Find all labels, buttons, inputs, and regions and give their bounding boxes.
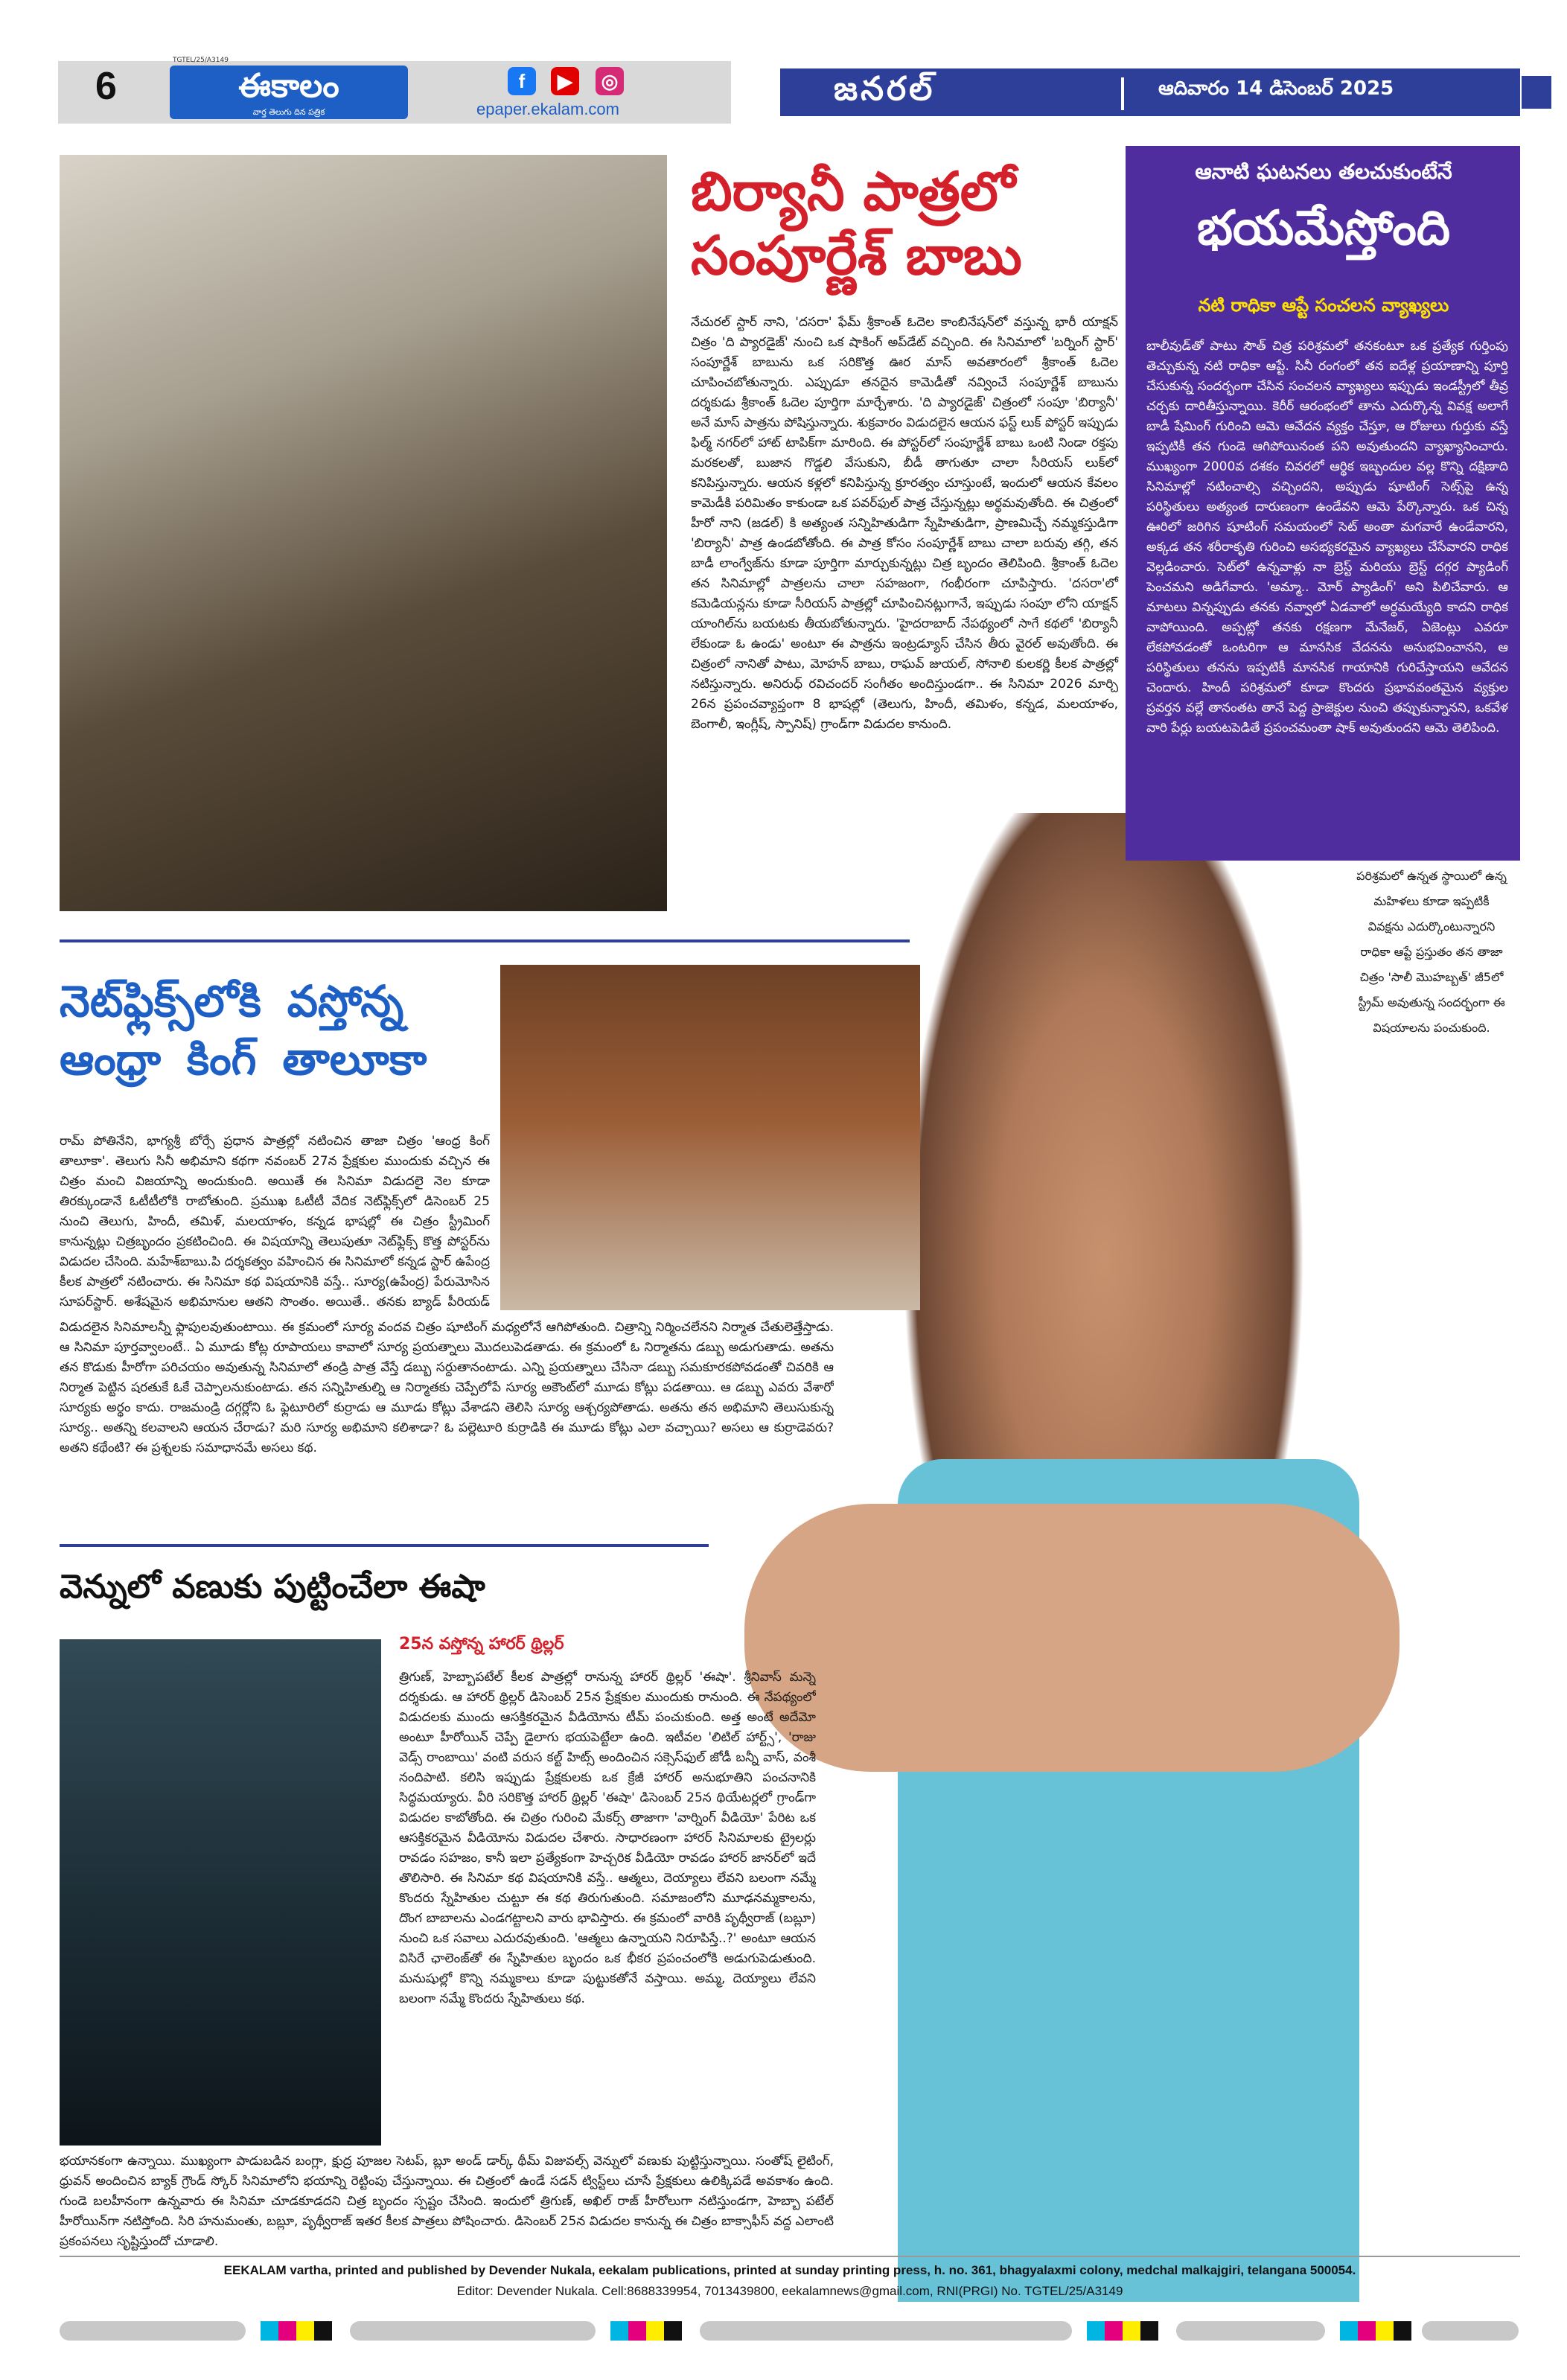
footer-rule: [60, 2256, 1520, 2257]
color-swatch: [1087, 2321, 1105, 2341]
netflix-headline-line2: ఆంధ్రా కింగ్ తాలూకా: [60, 1034, 427, 1085]
color-swatch: [1140, 2321, 1158, 2341]
color-swatch: [296, 2321, 314, 2341]
radhika-headline: భయమేస్తోంది: [1196, 201, 1451, 256]
instagram-icon[interactable]: ◎: [596, 67, 624, 95]
youtube-icon[interactable]: ▶: [551, 67, 579, 95]
color-swatch: [261, 2321, 278, 2341]
section-title: జనరల్: [834, 70, 936, 108]
sampoornesh-babu-poster: [60, 155, 667, 911]
radhika-kicker: ఆనాటి ఘటనలు తలచుకుంటేనే: [1195, 159, 1452, 184]
color-swatch: [664, 2321, 682, 2341]
footer-imprint: EEKALAM vartha, printed and published by Devender Nukala, eekalam publications, printed at sunday printing press, h. no. 361, bhagyalaxmi colony, medchal malkajgiri, telangana 500054.: [223, 2263, 1356, 2277]
eesha-kicker: 25న వస్తోన్న హారర్ థ్రిల్లర్: [399, 1635, 564, 1653]
issue-date: ఆదివారం 14 డిసెంబర్ 2025: [1158, 77, 1394, 100]
color-swatch: [314, 2321, 332, 2341]
color-swatch: [610, 2321, 628, 2341]
header-divider: [1121, 77, 1124, 110]
registration-bar: [60, 2321, 246, 2341]
eesha-headline: వెన్నులో వణుకు పుట్టించేలా ఈషా: [60, 1568, 485, 1606]
netflix-article-body-bottom: విడుదలైన సినిమాలన్నీ ఫ్లాపులవుతుంటాయి. ఈ క్రమంలో సూర్య వందవ చిత్రం షూటింగ్ మధ్యలోనే ఆగిపోతుంది. చిత్రాన్ని నిర్మించలేనని నిర్మాత చేతులెత్తేస్తాడు. ఆ సినిమా పూర్తవ్వాలంటే.. ఏ మూడు కోట్ల రూపాయలు కావాలో సూర్య ప్రయత్నాలు మొదలుపెడతాడు. ఈ క్రమంలో ఓ నిర్మాతను డబ్బు అడుగుతాడు. అతను తన కొడుకు హీరోగా పరిచయం అవుతున్న సినిమాలో తండ్రి పాత్ర వేస్తే డబ్బు సర్దుతానంటాడు. ఎన్ని ప్రయత్నాలు చేసినా డబ్బు సమకూరకపోవడంతో చివరికి ఆ నిర్మాత పెట్టిన షరతుకే ఓకే చెప్పాలనుకుంటాడు. తన సన్నిహితుల్ని ఆ నిర్మాతకు చెప్పేలోపే సూర్య అకౌంట్‌లో మూడు కోట్లు పడతాయి. ఆ డబ్బు ఎవరు వేశారో సూర్యకు అర్థం కాదు. రాజమండ్రి దగ్గర్లోని ఓ ఫ్లెటూరిలో కుర్రాడు ఆ మూడు కోట్లు వేశాడని తెలిసి సూర్య ఆశ్చర్యపోతాడు. అతను తన అభిమాని తెలుసుకున్న సూర్య.. అతన్ని కలవాలని ఆయన చేరాడు? మరి సూర్య అభిమాని కలిశాడా? ఓ పల్లెటూరి కుర్రాడికి ఈ మూడు కోట్లు ఎలా వచ్చాయి? అసలు ఆ కుర్రాడెవరు? అతని కథేంటి? ఈ ప్రశ్నలకు సమాధానమే అసలు కథ.: [60, 1320, 834, 1455]
biryani-headline-line2: సంపూర్ణేశ్ బాబు: [691, 224, 1022, 287]
color-swatch: [278, 2321, 296, 2341]
radhika-subtitle: నటి రాధికా ఆప్టే సంచలన వ్యాఖ్యలు: [1198, 295, 1449, 316]
color-swatch: [1340, 2321, 1358, 2341]
logo-text: ఈకాలం: [238, 67, 339, 105]
andhra-king-taluka-still: [500, 965, 920, 1310]
footer-editor-line: Editor: Devender Nukala. Cell:8688339954, 7013439800, eekalamnews@gmail.com, RNI(PRGI) No. TGTEL/25/A3149: [456, 2284, 1123, 2298]
facebook-icon[interactable]: f: [508, 67, 536, 95]
netflix-headline: [60, 972, 491, 1088]
registration-bar: [1176, 2321, 1325, 2341]
radhika-article-body: బాలీవుడ్‌తో పాటు సౌత్ చిత్ర పరిశ్రమలో తనకంటూ ఒక ప్రత్యేక గుర్తింపు తెచ్చుకున్న నటి రాధికా ఆప్టే. సినీ రంగంలో తన ఐదేళ్ల ప్రయాణాన్ని పూర్తి చేసుకున్న సందర్భంగా చేసిన సంచలన వ్యాఖ్యలు ఇప్పుడు ఇండస్ట్రీలో తీవ్ర చర్చకు దారితీస్తున్నాయి. కెరీర్ ఆరంభంలో తాను ఎదుర్కొన్న వివక్ష అలాగే బాడీ షేమింగ్ గురించి ఆమె ఆవేదన వ్యక్తం చేస్తూ, ఆ రోజులు గుర్తుకు వస్తే ఇప్పటికీ తన గుండె ఆగిపోయినంత పని అవుతుందని వ్యాఖ్యానించారు. ముఖ్యంగా 2000వ దశకం చివరలో ఆర్థిక ఇబ్బందుల వల్ల కొన్ని దక్షిణాది సినిమాల్లో నటించాల్సి వచ్చిందని, అప్పుడు షూటింగ్ సెట్స్‌పై ఉన్న పరిస్థితులు అత్యంత దారుణంగా ఉండేవని ఆమె పేర్కొన్నారు. ఒక చిన్న ఊరిలో జరిగిన షూటింగ్ సమయంలో సెట్ అంతా మగవారే ఉండేవారని, అక్కడ తన శరీరాకృతి గురించి అసభ్యకరమైన వ్యాఖ్యలు చేసేవారని రాధిక వెల్లడించారు. సెట్‌లో ఉన్నవాళ్లు నా బ్రెస్ట్ మరియు బ్రెస్ట్ దగ్గర ప్యాడింగ్ పెంచమని అడిగేవారు. 'అమ్మా.. మోర్ ప్యాడింగ్' అని పిలిచేవారు. ఆ మాటలు విన్నప్పుడు తనకు నవ్వాలో ఏడవాలో అర్థమయ్యేది కాదని రాధిక వాపోయింది. అప్పట్లో తనకు రక్షణగా మేనేజర్, ఏజెంట్లు ఎవరూ లేకపోవడంతో ఒంటరిగా ఆ మానసిక వేదనను అనుభవించానని, ఆ పరిస్థితులు తనను ఇప్పటికీ మానసిక గాయానికి గురిచేస్తాయని ఆవేదన చెందారు. హిందీ పరిశ్రమలో కూడా కొందరు ప్రభావవంతమైన వ్యక్తుల ప్రవర్తన వల్లే తానంతట తానే పెద్ద ప్రాజెక్టుల నుంచి తప్పుకున్నానని, ఒకవేళ వారి పేర్లు బయటపెడితే ప్రపంచమంతా షాక్ అవుతుందని ఆమె తెలిపింది.: [1146, 339, 1508, 736]
radhika-article-continued: పరిశ్రమలో ఉన్నత స్థాయిలో ఉన్న మహిళలు కూడా ఇప్పటికీ వివక్షను ఎదుర్కొంటున్నారని రాధికా ఆప్టే ప్రస్తుతం తన తాజా చిత్రం 'సాలీ మొహబ్బత్' జీ5లో స్ట్రీమ్ అవుతున్న సందర్భంగా ఈ విషయాలను పంచుకుంది.: [1356, 869, 1507, 1035]
page-number: 6: [95, 65, 117, 108]
color-swatch: [646, 2321, 664, 2341]
section-rule: [60, 1544, 709, 1547]
color-swatch: [1123, 2321, 1140, 2341]
eesha-article-body: త్రిగుణ్, హెబ్బాపటేల్ కీలక పాత్రల్లో రానున్న హారర్ థ్రిల్లర్ 'ఈషా'. శ్రీనివాస్ మన్నె దర్శకుడు. ఆ హారర్ థ్రిల్లర్ డిసెంబర్ 25న ప్రేక్షకుల ముందుకు రానుంది. ఈ నేపథ్యంలో విడుదలకు ముందు ఆసక్తికరమైన వీడియోను టీమ్ పంచుకుంది. అత్త అంటే అదేమో అంటూ హీరోయిన్ చెప్పే డైలాగు భయపెట్టేలా ఉంది. ఇటీవల 'లిటిల్ హార్ట్స్', 'రాజు వెడ్స్ రాంబాయి' వంటి వరుస కల్ట్ హిట్స్ అందించిన సక్సెస్‌ఫుల్ జోడీ బన్నీ వాస్, వంశీ నందిపాటి. కలిసి ఇప్పుడు ప్రేక్షకులకు ఒక క్రేజీ హారర్ అనుభూతిని పంచనానికి సిద్ధమయ్యారు. వీరి సరికొత్త హారర్ థ్రిల్లర్ 'ఈషా' డిసెంబర్ 25న థియేటర్లలో గ్రాండ్‌గా విడుదల కాబోతోంది. ఈ చిత్రం గురించి మేకర్స్ తాజాగా 'వార్నింగ్ వీడియో' పేరిట ఒక ఆసక్తికరమైన వీడియోను విడుదల చేశారు. సాధారణంగా హారర్ సినిమాలకు ట్రైలర్లు రావడం సహజం, కానీ ఇలా ప్రత్యేకంగా హెచ్చరిక వీడియో రావడం హారర్ జానర్‌లో ఇదే తొలిసారి. ఈ సినిమా కథ విషయానికి వస్తే.. ఆత్మలు, దెయ్యాలు లేవని బలంగా నమ్మే కొందరు స్నేహితుల చుట్టూ ఈ కథ తిరుగుతుంది. సమాజంలోని మూఢనమ్మకాలను, దొంగ బాబాలను ఎండగట్టాలని వారు భావిస్తారు. ఈ క్రమంలో వారికి పృథ్వీరాజ్ (బబ్లూ) నుంచి ఒక సవాలు ఎదురవుతుంది. 'ఆత్మలు ఉన్నాయని నిరూపిస్తే..?' అంటూ ఆయన విసిరే ఛాలెంజ్‌తో ఈ స్నేహితుల బృందం ఒక భీకర ప్రపంచంలోకి అడుగుపెడుతుంది. మనుషుల్లో కొన్ని నమ్మకాలు కూడా పుట్టుకతోనే వస్తాయి. అమ్మ, దెయ్యాలు లేవని బలంగా నమ్మే కొందరు స్నేహితులు కథ.: [399, 1670, 816, 2006]
registration-bar: [350, 2321, 596, 2341]
epaper-link[interactable]: epaper.ekalam.com: [476, 100, 619, 118]
biryani-headline: [691, 159, 1152, 287]
registration-bar: [1422, 2321, 1519, 2341]
color-swatch: [628, 2321, 646, 2341]
logo-registration: TGTEL/25/A3149: [173, 57, 229, 64]
registration-bar: [700, 2321, 1072, 2341]
netflix-headline-line1: నెట్‌ఫ్లిక్స్‌లోకి వస్తోన్న: [60, 976, 404, 1027]
logo-tagline: వార్త తెలుగు దిన పత్రిక: [252, 107, 325, 117]
biryani-article-body: నేచురల్ స్టార్ నాని, 'దసరా' ఫేమ్ శ్రీకాంత్ ఓదెల కాంబినేషన్‌లో వస్తున్న భారీ యాక్షన్ చిత్రం 'ది ప్యారడైజ్' నుంచి ఒక షాకింగ్ అప్‌డేట్ వచ్చింది. ఈ సినిమాలో 'బర్నింగ్ స్టార్' సంపూర్ణేశ్ బాబును ఒక సరికొత్త ఊర మాస్ అవతారంలో శ్రీకాంత్ ఓదెల చూపించబోతున్నారు. ఎప్పుడూ తనదైన కామెడీతో నవ్వించే సంపూర్ణేశ్ బాబును దర్శకుడు శ్రీకాంత్ ఓదెల పూర్తిగా మార్చేశారు. 'ది ప్యారడైజ్' చిత్రంలో సంపూ 'బిర్యానీ' అనే మాస్ పాత్రను పోషిస్తున్నారు. శుక్రవారం విడుదలైన ఆయన ఫస్ట్ లుక్ పోస్టర్ ఇప్పుడు ఫిల్మ్ నగర్‌లో హాట్ టాపిక్‌గా మారింది. ఈ పోస్టర్‌లో సంపూర్ణేశ్ బాబు ఒంటి నిండా రక్తపు మరకలతో, బుజాన గొడ్డలి వేసుకుని, బీడీ తాగుతూ చాలా సీరియస్ లుక్‌లో కనిపిస్తున్నారు. ఆయన కళ్లలో కనిపిస్తున్న క్రూరత్వం చూస్తుంటే, ఇందులో ఆయన కేవలం కామెడీకి పరిమితం కాకుండా ఒక పవర్‌ఫుల్ పాత్ర చేస్తున్నట్లు అర్థమవుతోంది. ఈ చిత్రంలో హీరో నాని (జడల్) కి అత్యంత సన్నిహితుడిగా స్నేహితుడిగా, ప్రాణమిచ్చే నమ్మకస్తుడిగా 'బిర్యానీ' పాత్ర ఉండబోతోంది. ఈ పాత్ర కోసం సంపూర్ణేశ్ బాబు చాలా బరువు తగ్గి, తన బాడీ లాంగ్వేజ్‌ను కూడా పూర్తిగా మార్చుకున్నట్లు చిత్ర బృందం తెలిపింది. శ్రీకాంత్ ఓదెల తన సినిమాల్లో పాత్రలను చాలా సహజంగా, గంభీరంగా చూపిస్తారు. 'దసరా'లో కమెడియన్లను కూడా సీరియస్ పాత్రల్లో చూపించినట్లుగానే, ఇప్పుడు సంపూ లోని యాక్షన్ యాంగిల్‌ను బయటకు తీయబోతున్నారు. 'హైదరాబాద్ నేపథ్యంలో సాగే కథలో 'బిర్యానీ లేకుండా ఓ ఉండు' అంటూ ఈ పాత్రను ఇంట్రడ్యూస్ చేసిన తీరు వైరల్ అవుతోంది. ఈ చిత్రంలో నానితో పాటు, మోహన్ బాబు, రాఘవ్ జుయల్, సోనాలి కులకర్ణి కీలక పాత్రల్లో నటిస్తున్నారు. అనిరుధ్ రవిచందర్ సంగీతం అందిస్తుండగా.. ఈ సినిమా 2026 మార్చి 26న ప్రపంచవ్యాప్తంగా 8 భాషల్లో (తెలుగు, హిందీ, తమిళం, కన్నడ, మలయాళం, బెంగాలీ, ఇంగ్లీష్, స్పానిష్) గ్రాండ్‌గా విడుదల కానుంది.: [691, 315, 1118, 732]
color-swatch: [1358, 2321, 1376, 2341]
netflix-article-body-top: రామ్ పోతినేని, భాగ్యశ్రీ బోర్సే ప్రధాన పాత్రల్లో నటించిన తాజా చిత్రం 'ఆంధ్ర కింగ్ తాలూకా'. తెలుగు సినీ అభిమాని కథగా నవంబర్ 27న ప్రేక్షకుల ముందుకు వచ్చిన ఈ చిత్రం మంచి విజయాన్ని అందుకుంది. అయితే ఈ సినిమా విడుదలై నెల కూడా తిరక్కుండానే ఓటీటీలోకి రాబోతుంది. ప్రముఖ ఓటీటీ వేదిక నెట్‌ఫ్లిక్స్‌లో డిసెంబర్ 25 నుంచి తెలుగు, హిందీ, తమిళ్, మలయాళం, కన్నడ భాషల్లో ఈ చిత్రం స్ట్రీమింగ్ కానున్నట్లు చిత్రబృందం ప్రకటించింది. ఈ విషయాన్ని తెలుపుతూ నెట్‌ఫ్లిక్స్ కొత్త పోస్టర్‌ను విడుదల చేసింది. మహేశ్‌బాబు.పి దర్శకత్వం వహించిన ఈ సినిమాలో కన్నడ స్టార్ ఉపేంద్ర కీలక పాత్రలో నటించారు. ఈ సినిమా కథ విషయానికి వస్తే.. సూర్య(ఉపేంద్ర) పేరుమోసిన సూపర్‌స్టార్. అశేషమైన అభిమానుల ఆతని సొంతం. అయితే.. తనకు బ్యాడ్ పీరియడ్: [60, 1134, 490, 1309]
eesha-article-body-bottom: భయానకంగా ఉన్నాయి. ముఖ్యంగా పాడుబడిన బంగ్లా, క్షుద్ర పూజల సెటప్, బ్లూ అండ్ డార్క్ థీమ్ విజువల్స్ వెన్నులో వణుకు పుట్టిస్తున్నాయి. సంతోష్ లైటింగ్, ధ్రువన్ అందించిన బ్యాక్ గ్రౌండ్ స్కోర్ సినిమాలోని భయాన్ని రెట్టింపు చేస్తున్నాయి. ఈ చిత్రంలో ఉండే సడన్ ట్విస్ట్‌లు చూసే ప్రేక్షకులు ఉలిక్కిపడే అవకాశం ఉంది. గుండె బలహీనంగా ఉన్నవారు ఈ సినిమా చూడకూడదని చిత్ర బృందం స్పష్టం చేసింది. ఇందులో త్రిగుణ్, అఖిల్ రాజ్ హీరోలుగా నటిస్తుండగా, హెబ్బా పటేల్ హీరోయిన్‌గా నటిస్తోంది. సిరి హనుమంతు, బబ్లూ, పృథ్వీరాజ్ ఇతర కీలక పాత్రలు పోషించారు. డిసెంబర్ 25న విడుదల కానున్న ఈ చిత్రం బాక్సాఫీస్ వద్ద ఎలాంటి ప్రకంపనలు సృష్టిస్తుందో చూడాలి.: [60, 2154, 834, 2249]
color-swatch: [1105, 2321, 1123, 2341]
color-swatch: [1376, 2321, 1394, 2341]
eesha-horror-still: [60, 1639, 381, 2145]
section-rule: [60, 939, 910, 942]
radhika-photo-arms: [744, 1504, 1400, 1772]
header-edge-tab: [1522, 76, 1551, 109]
color-swatch: [1394, 2321, 1411, 2341]
biryani-headline-line1: బిర్యానీ పాత్రలో: [691, 160, 1015, 223]
